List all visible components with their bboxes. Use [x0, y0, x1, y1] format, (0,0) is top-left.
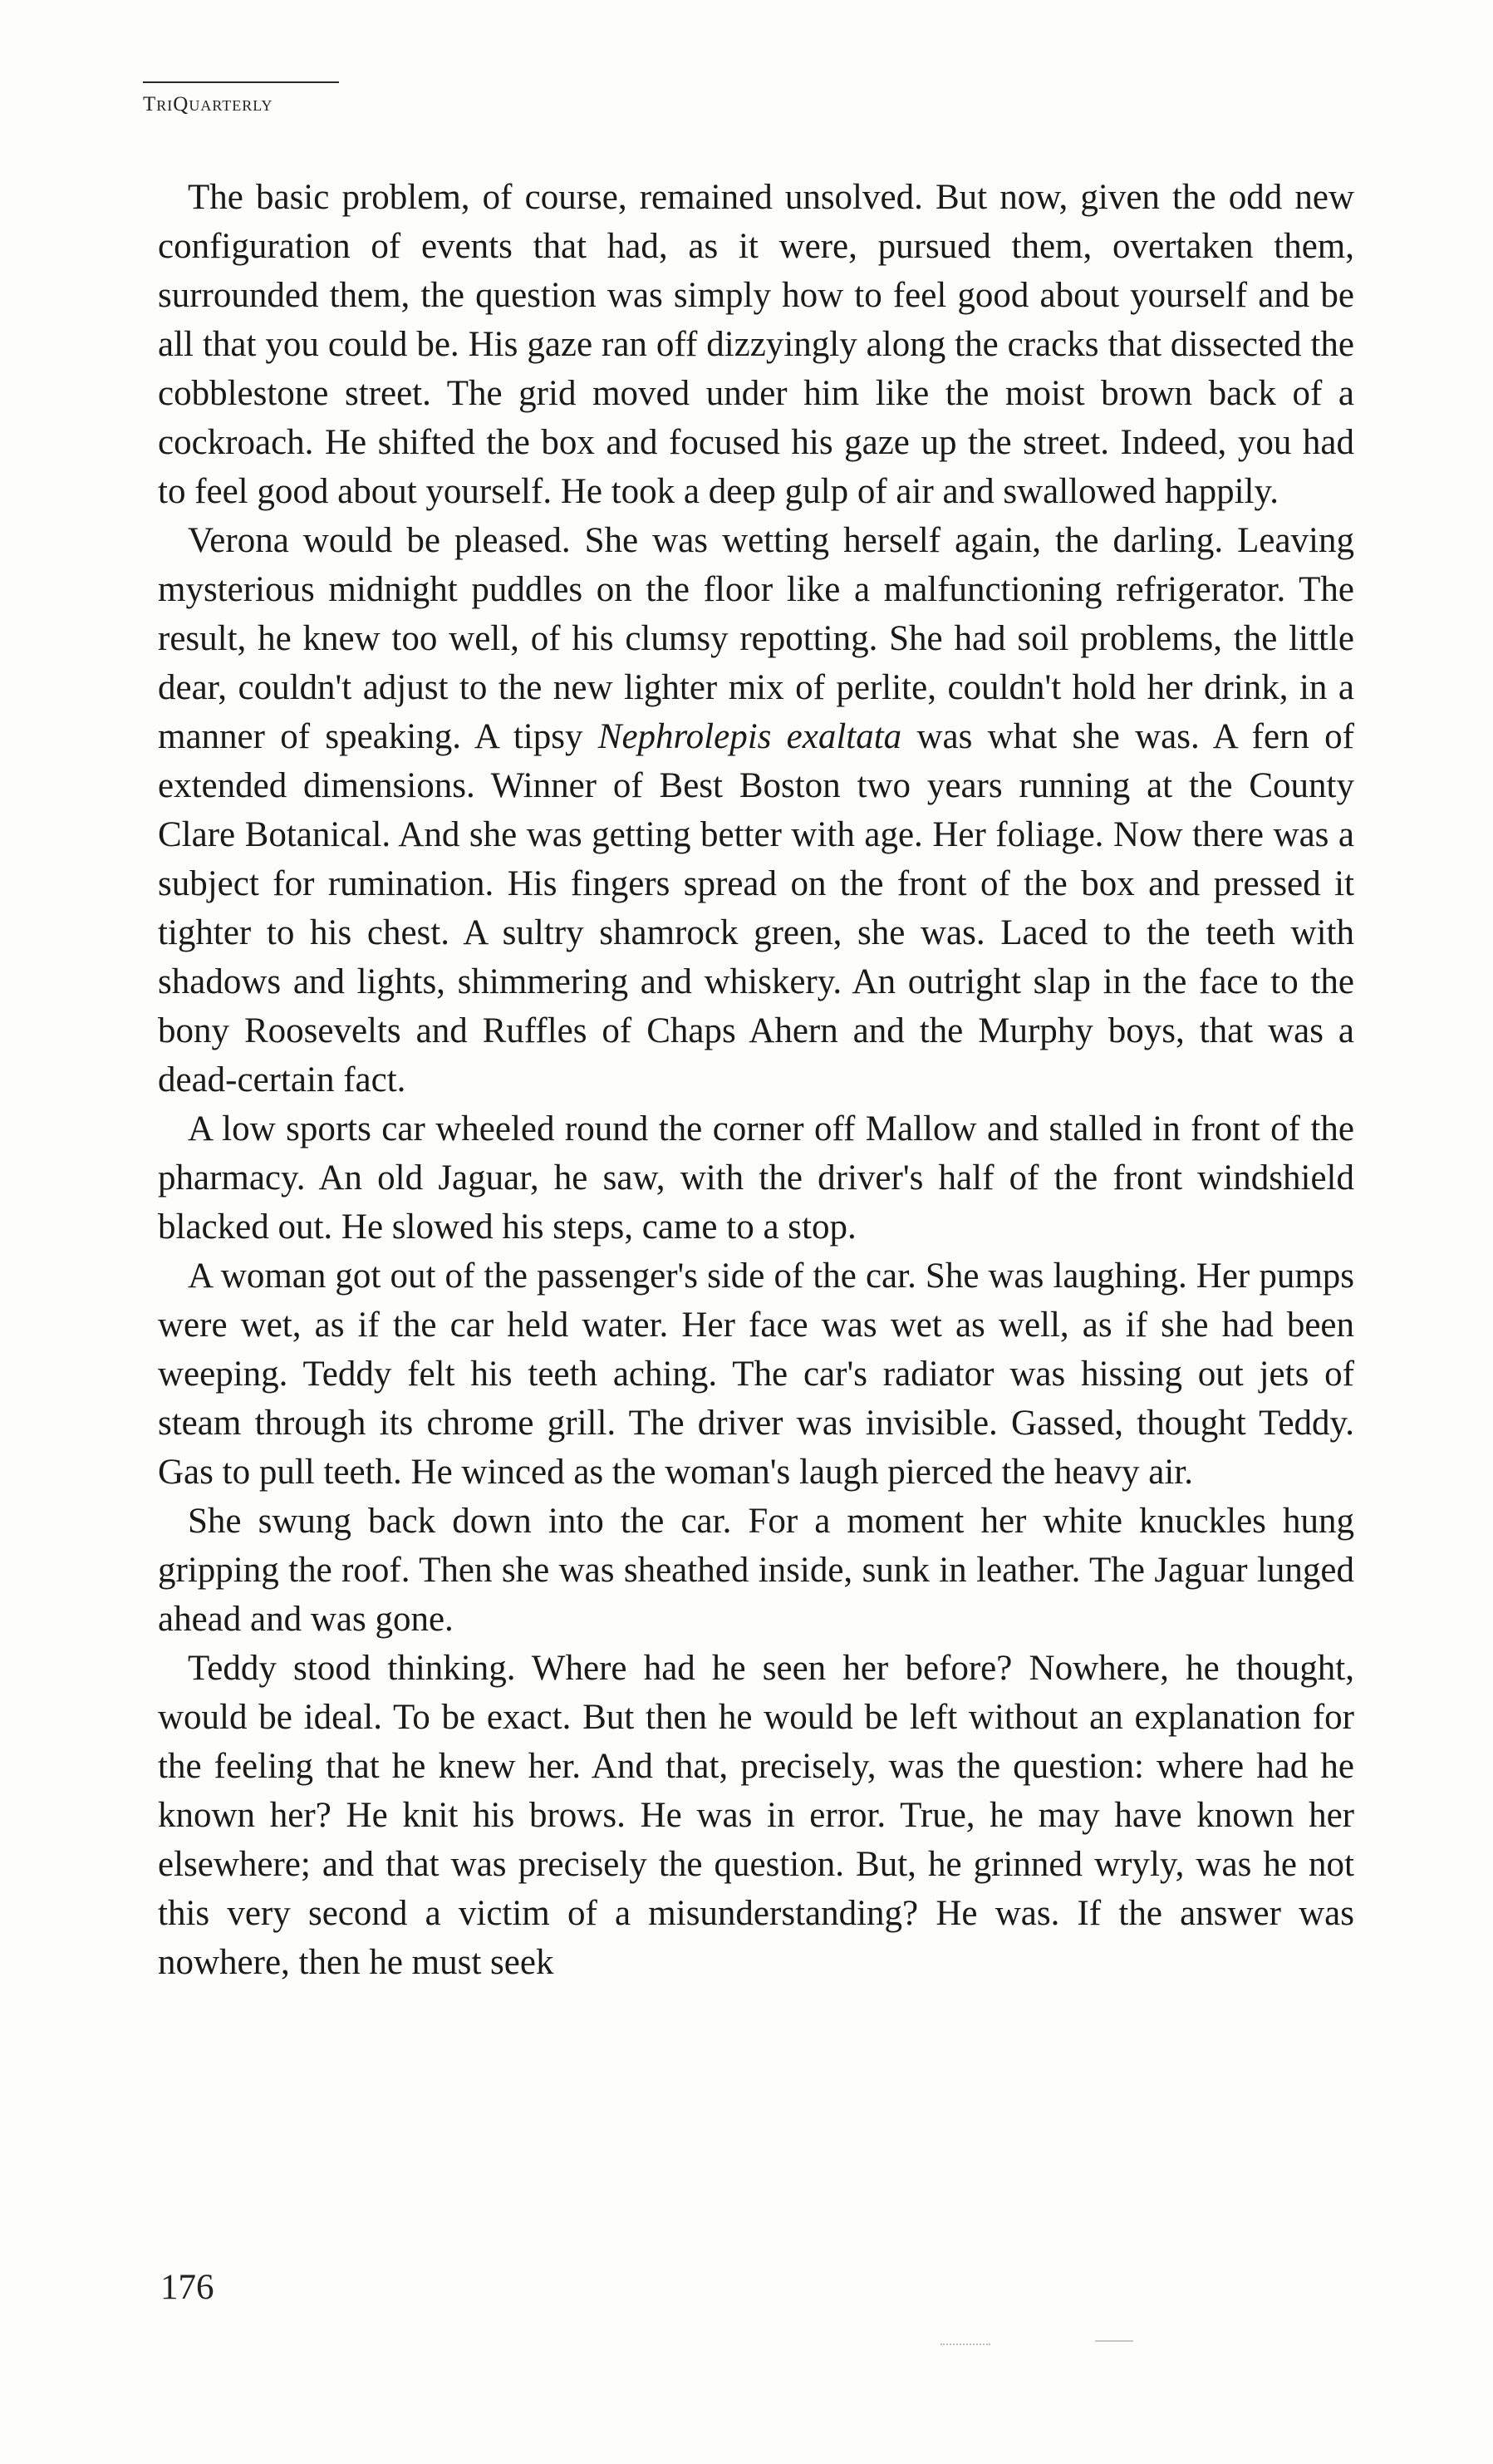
scan-artifact — [940, 2344, 990, 2348]
species-name: Nephrolepis exaltata — [597, 717, 902, 756]
paragraph-text: Verona would be pleased. She was wetting herself again, the darling. Leaving mysterious midnight puddles on the floor like a malfunctioning refrigerator. The result, he knew too well, of his clumsy repotting. She had soil problems, the little dear, couldn't adjust to the new lighter mix of perlite, couldn't hold her drink, in a manner of speaking. A tipsy — [158, 521, 1354, 756]
paragraph: A woman got out of the passenger's side of the car. She was laughing. Her pumps were wet, as if the car held water. Her face was wet as well, as if she had been weeping. Teddy felt his teeth aching. The car's radiator was hissing out jets of steam through its chrome grill. The driver was invisible. Gassed, thought Teddy. Gas to pull teeth. He winced as the woman's laugh pierced the heavy air. — [158, 1257, 1354, 1492]
header-rule — [143, 81, 339, 83]
paragraph: The basic problem, of course, remained unsolved. But now, given the odd new configuration of events that had, as it were, pursued them, overtaken them, surrounded them, the question was simply how to feel good about yourself and be all that you could be. His gaze ran off dizzyingly along the cracks that dissected the cobblestone street. The grid moved under him like the moist brown back of a cockroach. He shifted the box and focused his gaze up the street. Indeed, you had to feel good about yourself. He took a deep gulp of air and swallowed happily. — [158, 178, 1354, 511]
paragraph — [158, 516, 1354, 1104]
body-text — [158, 173, 1354, 1987]
running-head — [143, 81, 339, 116]
paragraph: Teddy stood thinking. Where had he seen her before? Nowhere, he thought, would be ideal. To be exact. But then he would be left without an explanation for the feeling that he knew her. And that, precisely, was the question: where had he known her? He knit his brows. He was in error. True, he may have known her elsewhere; and that was precisely the question. But, he grinned wryly, was he not this very second a victim of a misunderstanding? He was. If the answer was nowhere, then he must seek — [158, 1649, 1354, 1982]
paragraph: She swung back down into the car. For a moment her white knuckles hung gripping the roof. Then she was sheathed inside, sunk in leather. The Jaguar lunged ahead and was gone. — [158, 1502, 1354, 1639]
paragraph-text: was what she was. A fern of extended dimensions. Winner of Best Boston two years running at the County Clare Botanical. And she was getting better with age. Her foliage. Now there was a subject for rumination. His fingers spread on the front of the box and pressed it tighter to his chest. A sultry shamrock green, she was. Laced to the teeth with shadows and lights, shimmering and whiskery. An outright slap in the face to the bony Roosevelts and Ruffles of Chaps Ahern and the Murphy boys, that was a dead-certain fact. — [158, 717, 1354, 1099]
scan-artifact — [1095, 2340, 1133, 2342]
page-number: 176 — [160, 2268, 214, 2307]
journal-title: TriQuarterly — [143, 93, 273, 116]
paragraph: A low sports car wheeled round the corner off Mallow and stalled in front of the pharmacy. An old Jaguar, he saw, with the driver's half of the front windshield blacked out. He slowed his steps, came to a stop. — [158, 1109, 1354, 1247]
